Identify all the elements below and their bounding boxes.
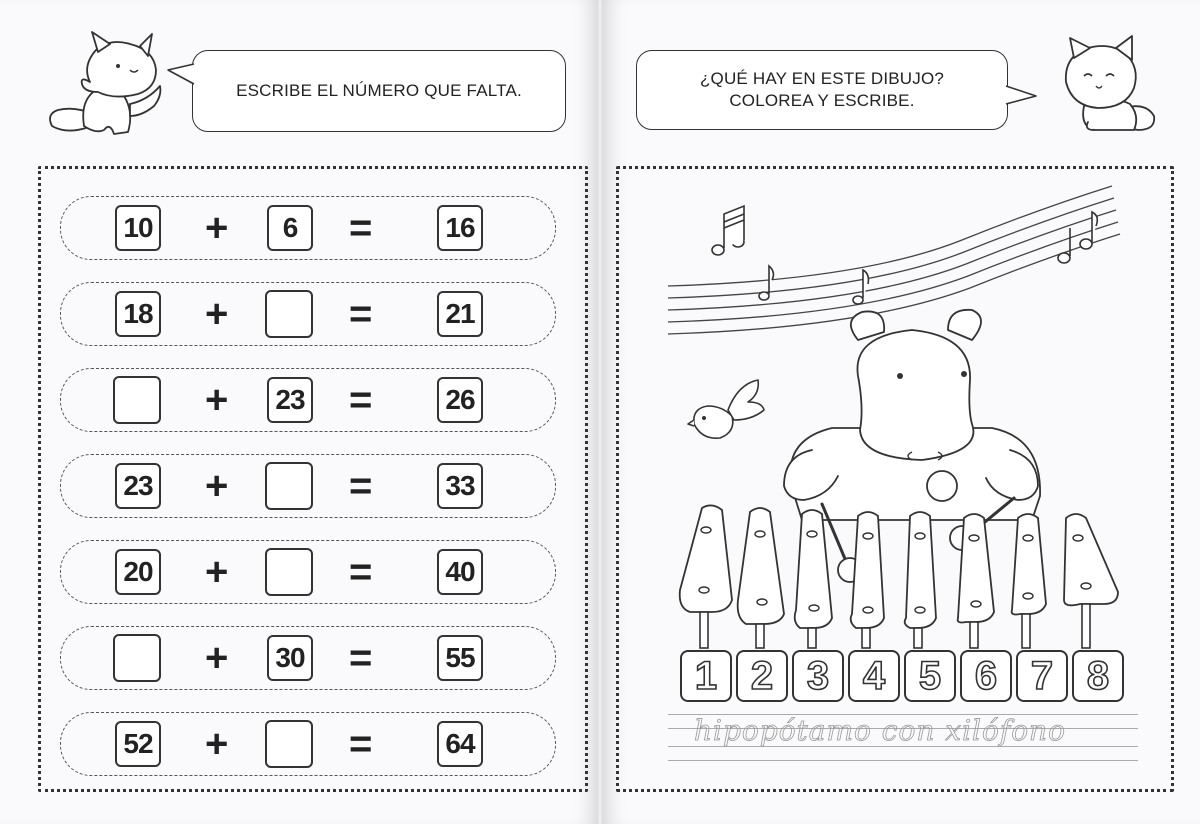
equals-sign: = [349, 722, 373, 766]
key-number-2: 2 [736, 650, 788, 702]
writing-guide-line [668, 760, 1138, 761]
equals-sign: = [349, 464, 373, 508]
key-number-3: 3 [792, 650, 844, 702]
bubble-tail [166, 62, 196, 86]
addend-a-box: 23 [115, 463, 161, 509]
result-box: 40 [437, 549, 483, 595]
plus-sign: + [205, 722, 229, 766]
answer-blank-box[interactable] [113, 634, 161, 682]
equation-row [60, 368, 556, 432]
plus-sign: + [205, 464, 229, 508]
result-box: 64 [437, 721, 483, 767]
instruction-bubble [192, 50, 566, 132]
addend-a-box: 20 [115, 549, 161, 595]
addend-a-box: 52 [115, 721, 161, 767]
equals-sign: = [349, 636, 373, 680]
key-number-8: 8 [1072, 650, 1124, 702]
answer-blank-box[interactable] [265, 548, 313, 596]
bubble-tail [1004, 84, 1038, 108]
equation-row [60, 282, 556, 346]
equation-row [60, 540, 556, 604]
equation-row [60, 626, 556, 690]
key-number-4: 4 [848, 650, 900, 702]
equation-row [60, 196, 556, 260]
addend-b-box: 23 [267, 377, 313, 423]
equals-sign: = [349, 292, 373, 336]
plus-sign: + [205, 636, 229, 680]
instruction-line-1: ¿QUÉ HAY EN ESTE DIBUJO? [699, 69, 945, 88]
instruction-line-2: COLOREA Y ESCRIBE. [729, 91, 915, 110]
result-box: 33 [437, 463, 483, 509]
result-box: 26 [437, 377, 483, 423]
key-number-7: 7 [1016, 650, 1068, 702]
tracing-text[interactable]: hipopótamo con xilófono [694, 714, 1066, 747]
key-number-6: 6 [960, 650, 1012, 702]
result-box: 55 [437, 635, 483, 681]
plus-sign: + [205, 292, 229, 336]
plus-sign: + [205, 206, 229, 250]
addend-b-box: 30 [267, 635, 313, 681]
instruction-bubble [636, 50, 1008, 130]
equals-sign: = [349, 550, 373, 594]
plus-sign: + [205, 550, 229, 594]
answer-blank-box[interactable] [265, 462, 313, 510]
equation-row [60, 454, 556, 518]
equals-sign: = [349, 378, 373, 422]
result-box: 21 [437, 291, 483, 337]
result-box: 16 [437, 205, 483, 251]
answer-blank-box[interactable] [265, 720, 313, 768]
addend-a-box: 10 [115, 205, 161, 251]
right-page [602, 0, 1200, 824]
wolf-pup-mascot-icon [44, 30, 174, 140]
key-number-5: 5 [904, 650, 956, 702]
answer-blank-box[interactable] [113, 376, 161, 424]
equals-sign: = [349, 206, 373, 250]
cat-mascot-icon [1054, 36, 1164, 136]
answer-blank-box[interactable] [265, 290, 313, 338]
plus-sign: + [205, 378, 229, 422]
left-page [0, 0, 598, 824]
equation-row [60, 712, 556, 776]
instruction-text: ESCRIBE EL NÚMERO QUE FALTA. [236, 81, 522, 100]
hippo-xylophone-illustration-icon [672, 300, 1132, 680]
key-number-1: 1 [680, 650, 732, 702]
addend-b-box: 6 [267, 205, 313, 251]
addend-a-box: 18 [115, 291, 161, 337]
